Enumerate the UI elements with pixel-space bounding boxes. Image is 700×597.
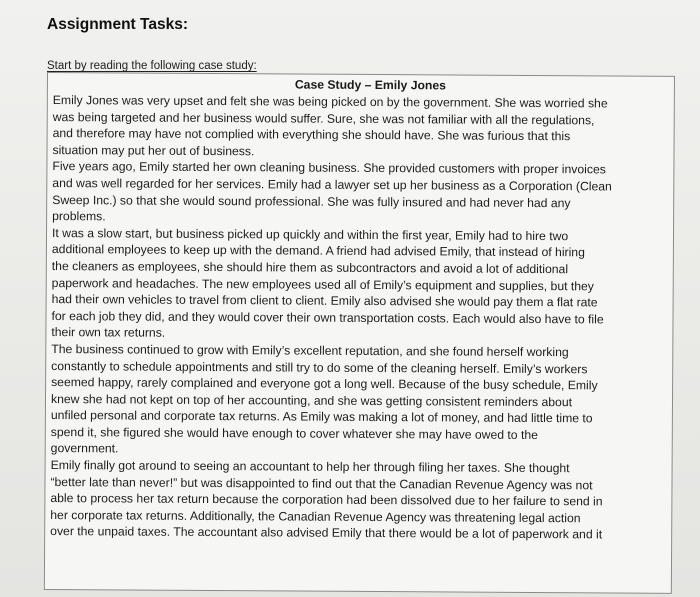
text-line: the cleaners as employees, she should hire them as subcontractors and avoid a lot of additional (51, 258, 569, 277)
text-line: her corporate tax returns. Additionally, the Canadian Revenue Agency was threatening legal action (50, 507, 581, 526)
text-line: government. (50, 441, 119, 456)
paragraph-5 (50, 457, 665, 544)
text-line: The business continued to grow with Emily’s excellent reputation, and she found herself working (51, 341, 569, 360)
case-study-title: Case Study – Emily Jones (294, 77, 446, 93)
text-line: situation may put her out of business. (52, 142, 255, 159)
text-line: spend it, she figured she would have enough to cover whatever she may have owed to the (50, 424, 538, 442)
text-line: Emily finally got around to seeing an accountant to help her through filing her taxes. She thought (50, 458, 570, 476)
page-heading: Assignment Tasks: (47, 16, 188, 33)
text-line: unfiled personal and corporate tax returns. As Emily was making a lot of money, and had little time to (50, 408, 593, 426)
text-line: Five years ago, Emily started her own cleaning business. She provided customers with proper invoices (52, 159, 606, 177)
text-line: had their own vehicles to travel from client to client. Emily also advised she would pay them a flat rate (51, 292, 598, 310)
text-line: seemed happy, rarely complained and everyone got a long well. Because of the busy schedule, Emily (51, 375, 598, 393)
text-line: knew she had not kept on top of her accounting, and she was getting consistent reminders about (50, 391, 573, 409)
text-line: additional employees to keep up with the demand. A friend had advised Emily, that instead of hiring (51, 242, 585, 260)
paragraph-2 (52, 158, 667, 228)
text-line: Sweep Inc.) so that she would sound professional. She was fully insured and had never had any (52, 192, 571, 210)
paragraph-1 (52, 92, 667, 162)
text-line: It was a slow start, but business picked up quickly and within the first year, Emily had to hire two (51, 225, 569, 243)
text-line: for each job they did, and they would cover their own transportation costs. Each would also have to file (51, 308, 604, 327)
case-study-box (44, 72, 675, 594)
text-line: problems. (52, 209, 106, 224)
text-line: Emily Jones was very upset and felt she was being picked on by the government. She was worried she (52, 93, 608, 111)
paragraph-4 (51, 341, 667, 461)
text-line: was being targeted and her business would suffer. Sure, she was not familiar with all the regulations, (52, 109, 595, 127)
text-line: “better late than never!” but was disappointed to find out that the Canadian Revenue Agency was not (50, 474, 593, 492)
text-line: constantly to schedule appointments and still try to do some of the cleaning herself. Emily’s workers (51, 358, 588, 376)
intro-text: Start by reading the following case study: (47, 60, 257, 72)
text-line: able to process her tax return because the corporation had been dissolved due to her failure to send in (50, 491, 603, 509)
text-line: and was well regarded for her services. Emily had a lawyer set up her business as a Corporation (Clean (52, 176, 612, 194)
text-line: over the unpaid taxes. The accountant also advised Emily that there would be a lot of paperwork and it (50, 524, 603, 542)
text-line: their own tax returns. (51, 325, 166, 341)
text-line: paperwork and headaches. The new employees used all of Emily’s equipment and supplies, but they (51, 275, 594, 293)
text-line: and therefore may have not complied with everything she should have. She was furious that this (52, 126, 571, 144)
paragraph-3 (51, 225, 667, 345)
